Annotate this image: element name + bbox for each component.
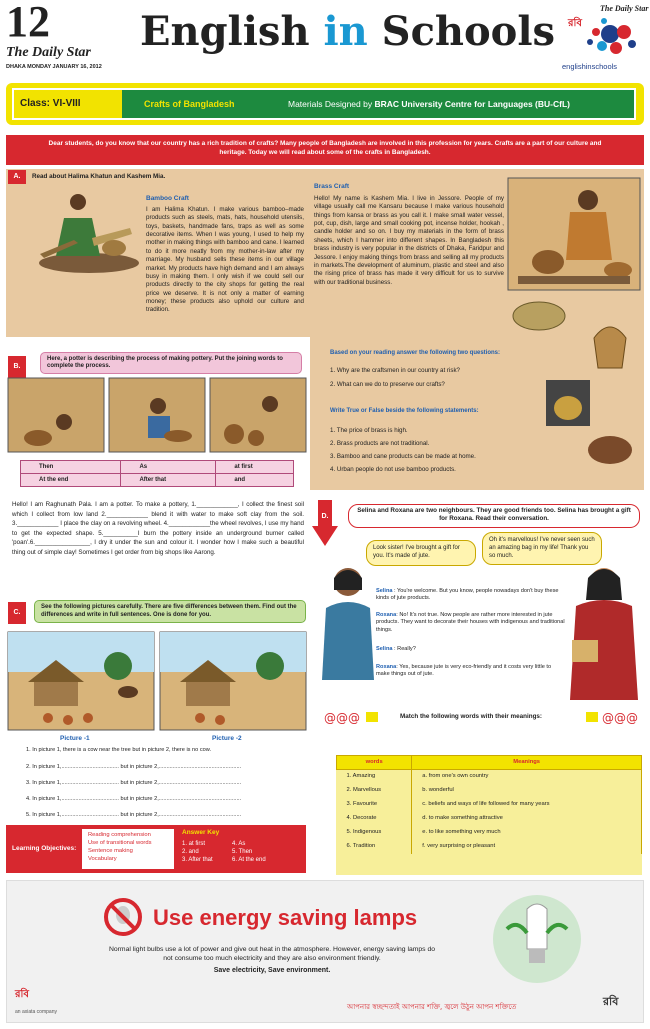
match-meaning: d. to make something attractive [412,812,642,826]
dialogue-4: Roxana: Yes, because jute is very eco-friendly and it costs very little to make things out of jute. [376,664,552,678]
tf-4: 4. Urban people do not use bamboo products. [330,466,456,473]
energy-lamp-image [477,889,597,989]
class-label: Class: VI-VIII [14,90,122,118]
tf-head: Write True or False beside the following statements: [330,408,479,414]
ornament-right [586,708,646,726]
match-word: 1. Amazing [337,770,412,784]
answer-key-col-1 [182,840,213,864]
selina-bubble: Look sister! I've brought a gift for you. It's made of jute. [366,540,476,566]
dateline: DHAKA MONDAY JANUARY 16, 2012 [6,64,102,70]
objectives-list [82,829,174,869]
answer-item: 2. and [182,849,199,856]
match-word: 6. Tradition [337,840,412,854]
robi-dots-icon [560,4,649,64]
match-word: 5. Indigenous [337,826,412,840]
answer-key-col-2 [232,840,266,864]
word-cell: After that [121,474,216,487]
objective-item: Vocabulary [88,856,117,863]
section-b-label: B. [8,356,26,378]
word-cell: at first [216,461,294,474]
village-pictures [8,632,306,732]
objective-item: Use of transitional words [88,840,152,847]
match-meaning: f. very surprising or pleasant [412,840,642,854]
section-d-label: D. [321,513,329,520]
bamboo-text-bottom [12,288,304,334]
bamboo-craftswoman-illustration [34,188,144,278]
dialogue-1: Selina : You're welcome. But you know, people nowadays don't buy these kinds of jute products. [376,588,559,602]
intro-banner: Dear students, do you know that our country has a rich tradition of crafts? Many people of Bangladesh are involved in this profession for years. Crafts are a part of our culture and heritage. Today we will read about some of the crafts in Bangladesh. [6,135,644,165]
brass-plate-image [510,296,568,336]
logo-caption: englishinschools [562,62,618,71]
answer-item: 5. Then [232,849,253,856]
roxana-illustration [566,560,642,700]
word-cell: and [216,474,294,487]
match-instruction: Match the following words with their meanings: [400,713,543,720]
objectives-title: Learning Objectives: [12,845,77,852]
difference-2: 2. In picture 1,..................................... but in picture 2,..................................................... [26,764,242,770]
word-cell: At the end [21,474,121,487]
dialogue-2: Roxana: No! It's not true. Now people are rather more interested in jute products. They want to decorate their houses with indigenous and traditional things. [376,612,565,633]
match-table-wrap [336,755,642,875]
brass-craftsman-illustration [508,178,640,290]
brass-text: Hello! My name is Kashem Mia. I live in Jessore. People of my village usually call me Kansaru because I make various household things from kansa or brass as you call it. I make small water vessel, pot, cup, dish, large and small cooking pot, incense holder, hookah , candle holder and so on. I buy my materials in the form of brass sheets, which I hammer into different shapes. In Bangladesh this brass industry is very popular in the districts of Dhaka, Faridpur and Jessore. I enjoy making things from brass and selling all my products in markets.The development of aluminum, plastic and steel and also the rising price of brass has made it very difficult for us to survive with our traditional business. [314,195,504,286]
match-meaning: c. beliefs and ways of life followed for many years [412,798,642,812]
match-meaning: b. wonderful [412,784,642,798]
pottery-passage: Hello! I am Raghunath Pala. I am a potter. To make a pottery, 1.____________, I collect the finest soil which I collect from low land 2.____________ blend it with water to make soft clay from the soil. 3.____________ I place the clay on a revolving wheel. 4.____________the wheel revolves, I use my hand to get the expected shape. 5.__________I burn the pottery inside an underground burner called 'poan'.6.________________, I dry it under the sun and colour it. I wonder how I make such a beautiful thing out of simple clay! Sometimes I get order from big shops like Aarong. [12,501,304,557]
brass-pot-image [586,432,634,466]
logo-daily-star: The Daily Star [600,4,649,13]
svg-text:রবি: রবি [568,18,582,29]
dialogue-3: Selina : Really? [376,646,416,652]
difference-3: 3. In picture 1,..................................... but in picture 2,..................................................... [26,780,242,786]
tf-1: 1. The price of brass is high. [330,427,408,434]
section-a-label: A. [8,170,26,184]
page-number: 12 [6,0,50,46]
answer-item: 1. at first [182,841,206,847]
learning-objectives [6,825,306,873]
match-word: 2. Marvellous [337,784,412,798]
tf-2: 2. Brass products are not traditional. [330,440,430,447]
answer-item: 6. At the end [232,857,266,864]
question-2: 2. What can we do to preserve our crafts? [330,381,445,388]
section-c-instruction: See the following pictures carefully. There are five differences between them. Find out the differences and write in full sentences. One is done for you. [34,600,306,623]
ad-tagline: Save electricity, Save environment. [213,967,331,974]
section-c-label: C. [8,602,26,624]
difference-5: 5. In picture 1,..................................... but in picture 2,..................................................... [26,812,242,818]
questions-head: Based on your reading answer the following two questions: [330,350,501,356]
joining-words-table [20,460,294,487]
roxana-bubble: Oh it's marvellous! I've never seen such an amazing bag in my life! Thank you so much. [482,532,602,565]
svg-text:@@@: @@@ [602,711,638,725]
bamboo-title: Bamboo Craft [146,195,189,202]
selina-illustration [318,560,374,680]
brass-title: Brass Craft [314,183,350,190]
answer-item: 3. After that [182,857,213,864]
picture-1-caption: Picture -1 [60,735,90,742]
word-cell: As [121,461,216,474]
ad-body: Normal light bulbs use a lot of power and give out heat in the atmosphere. However, energy saving lamps do not consume too much electricity and they are also environment friendly. [108,946,436,963]
section-a-instruction: Read about Halima Khatun and Kashem Mia. [32,173,166,180]
answer-item: 4. As [232,841,246,847]
words-header: words [337,756,412,770]
match-meaning: a. from one's own country [412,770,642,784]
brass-kettle-image [546,380,590,426]
section-b-instruction: Here, a potter is describing the process of making pottery. Put the joining words to complete the process. [40,352,302,374]
question-1: 1. Why are the craftsmen in our country at risk? [330,367,460,374]
match-meaning: e. to like something very much [412,826,642,840]
paper-name: The Daily Star [6,45,91,60]
ad-slogan: আপনার স্বচ্ছন্দতাই আপনার শক্তি, জ্বলে উঠুন আপন শক্তিতে [347,1003,517,1011]
objective-item: Reading comprehension [88,832,151,838]
robi-logo-wordmark: রবি [15,989,29,1000]
bamboo-basket-image [588,320,632,372]
page-title: English in Schools [140,8,556,55]
no-bulb-icon [103,897,143,937]
pottery-illustrations [8,378,306,454]
tf-3: 3. Bamboo and cane products can be made at home. [330,453,476,460]
match-word: 4. Decorate [337,812,412,826]
topic-label: Crafts of Bangladesh [126,90,266,118]
designed-by: Materials Designed by BRAC University Centre for Languages (BU-CfL) [288,99,570,109]
svg-text:@@@: @@@ [324,711,360,725]
robi-brand: রবি [603,995,619,1008]
difference-4: 4. In picture 1,..................................... but in picture 2,..................................................... [26,796,242,802]
ad-company: an axiata company [15,1009,57,1015]
energy-ad [6,880,644,1023]
answer-key-title: Answer Key [182,829,220,836]
eis-logo [560,4,649,74]
picture-2-caption: Picture -2 [212,735,242,742]
meanings-header: Meanings [412,756,642,770]
match-word: 3. Favourite [337,798,412,812]
word-cell: Then [21,461,121,474]
objective-item: Sentence making [88,848,133,855]
bamboo-text-top: I am Halima Khatun. I make various bamboo–made products such as steels, mats, hats, household utensils, toys, baskets, handmade fans, traps as well as some decorative items. When I was young, I used to help my mother in making things with bamboo and cane. I learned to do it more neatly from my mother-in-law after my marriage. My husband sells these items in our village market. My products have high demand and I am always busy in making them. I only wish if we could sell our products directly to the city shops for getting the real price we deserve. It is not only a matter of earning money; these products also uphold our culture and tradition. [146,206,304,314]
section-d-instruction: Selina and Roxana are two neighbours. They are good friends too. Selina has brought a gift for Roxana. Read their conversation. [348,504,640,528]
class-bar [6,83,644,125]
ad-headline: Use energy saving lamps [153,905,418,930]
ornament-left [324,708,404,726]
match-table [336,755,642,854]
difference-1: 1. In picture 1, there is a cow near the tree but in picture 2, there is no cow. [26,747,212,753]
